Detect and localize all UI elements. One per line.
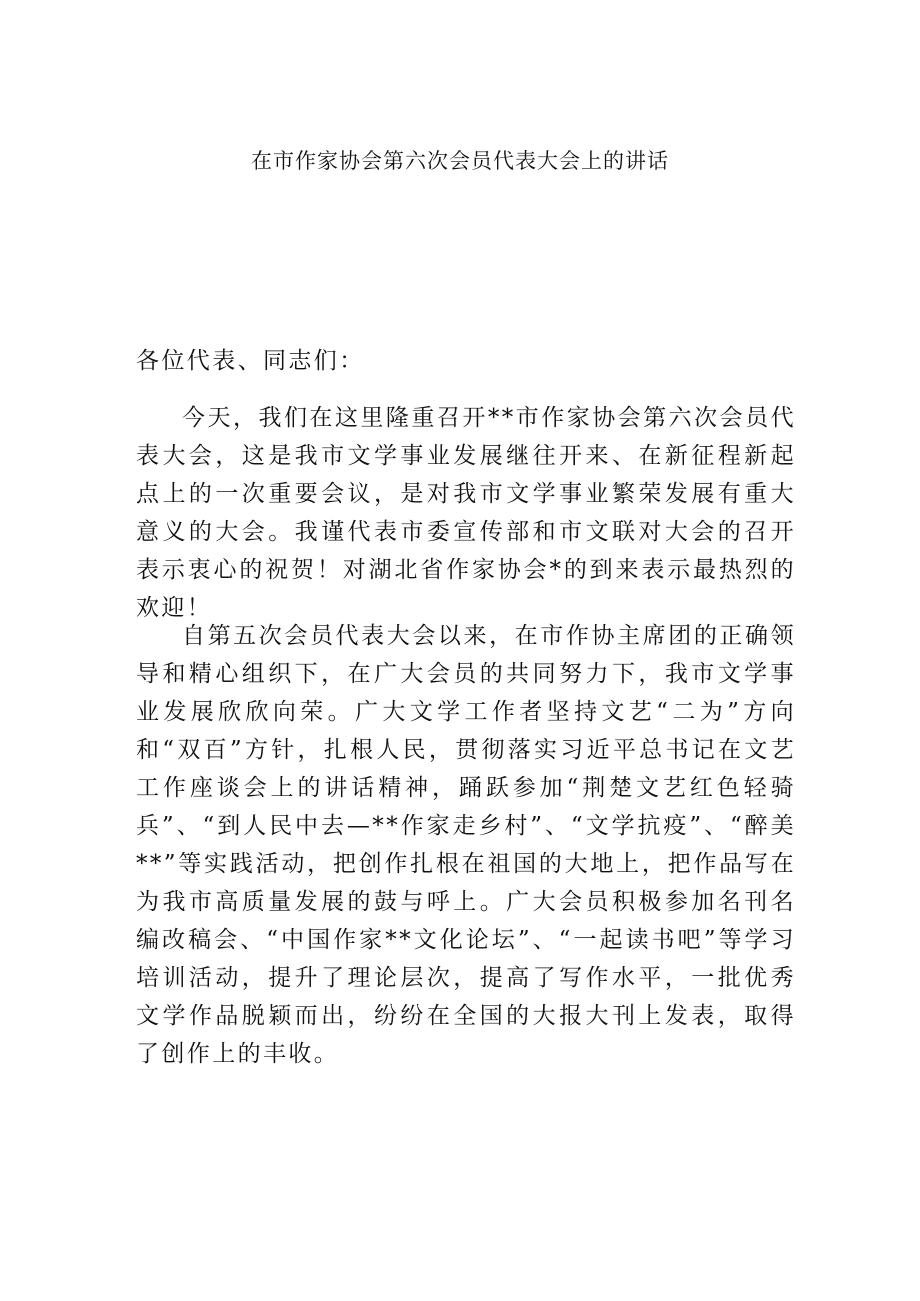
- salutation: 各位代表、同志们：: [136, 348, 365, 374]
- document-title: 在市作家协会第六次会员代表大会上的讲话: [251, 149, 669, 173]
- paragraph-2: 自第五次会员代表大会以来，在市作协主席团的正确领导和精心组织下，在广大会员的共同努力下，我市文学事业发展欣欣向荣。广大文学工作者坚持文艺“二为”方向和“双百”方针，扎根人民，贯彻落实习近平总书记在文艺工作座谈会上的讲话精神，踊跃参加“荆楚文艺红色轻骑兵”、“到人民中去—**作家走乡村”、“文学抗疫”、“醉美**”等实践活动，把创作扎根在祖国的大地上，把作品写在为我市高质量发展的鼓与呼上。广大会员积极参加名刊名编改稿会、“中国作家**文化论坛”、“一起读书吧”等学习培训活动，提升了理论层次，提高了写作水平，一批优秀文学作品脱颖而出，纷纷在全国的大报大刊上发表，取得了创作上的丰收。: [136, 623, 796, 1067]
- paragraph-1: 今天，我们在这里隆重召开**市作家协会第六次会员代表大会，这是我市文学事业发展继往开来、在新征程新起点上的一次重要会议，是对我市文学事业繁荣发展有重大意义的大会。我谨代表市委宣传部和市文联对大会的召开表示衷心的祝贺！对湖北省作家协会*的到来表示最热烈的欢迎！: [136, 405, 796, 621]
